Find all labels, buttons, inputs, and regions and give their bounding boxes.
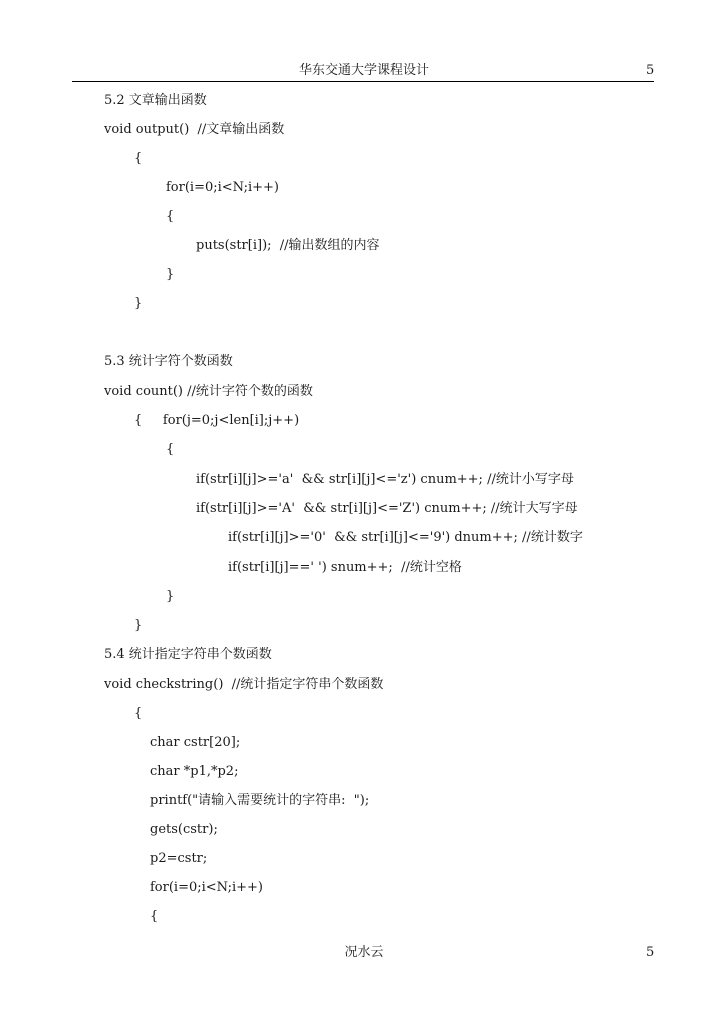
header-page-number: 5: [646, 63, 655, 78]
section-heading-5-3: 5.3 统计字符个数函数: [104, 354, 233, 369]
code-line: void output() //文章输出函数: [104, 122, 285, 137]
footer-author: 况水云: [344, 945, 384, 960]
code-line: for(i=0;i<N;i++): [166, 180, 279, 195]
code-line: char cstr[20];: [150, 735, 241, 750]
code-line: p2=cstr;: [150, 851, 208, 866]
code-line: {: [166, 209, 175, 224]
code-line: void checkstring() //统计指定字符串个数函数: [104, 677, 384, 692]
code-line: }: [166, 267, 175, 282]
code-line: if(str[i][j]>='A' && str[i][j]<='Z') cnum++; //统计大写字母: [196, 501, 578, 516]
code-line: }: [134, 618, 143, 633]
code-line: {: [150, 909, 159, 924]
code-line: }: [166, 589, 175, 604]
code-line: void count() //统计字符个数的函数: [104, 384, 313, 399]
section-heading-5-4: 5.4 统计指定字符串个数函数: [104, 647, 272, 662]
code-line: for(i=0;i<N;i++): [150, 880, 263, 895]
code-line: gets(cstr);: [150, 822, 218, 837]
code-line: if(str[i][j]>='0' && str[i][j]<='9') dnum++; //统计数字: [228, 530, 583, 545]
code-line: { for(j=0;j<len[i];j++): [134, 413, 300, 428]
code-line: if(str[i][j]==' ') snum++; //统计空格: [228, 560, 462, 575]
code-line: {: [134, 706, 143, 721]
code-line: }: [134, 296, 143, 311]
code-line: puts(str[i]); //输出数组的内容: [196, 238, 380, 253]
code-line: {: [134, 151, 143, 166]
code-line: char *p1,*p2;: [150, 764, 239, 779]
code-line: {: [166, 442, 175, 457]
footer-page-number: 5: [646, 945, 655, 960]
header-title: 华东交通大学课程设计: [298, 63, 429, 78]
code-line: if(str[i][j]>='a' && str[i][j]<='z') cnum++; //统计小写字母: [196, 472, 574, 487]
header-rule: [72, 81, 654, 82]
code-line: printf("请输入需要统计的字符串: ");: [150, 793, 370, 808]
section-heading-5-2: 5.2 文章输出函数: [104, 93, 207, 108]
